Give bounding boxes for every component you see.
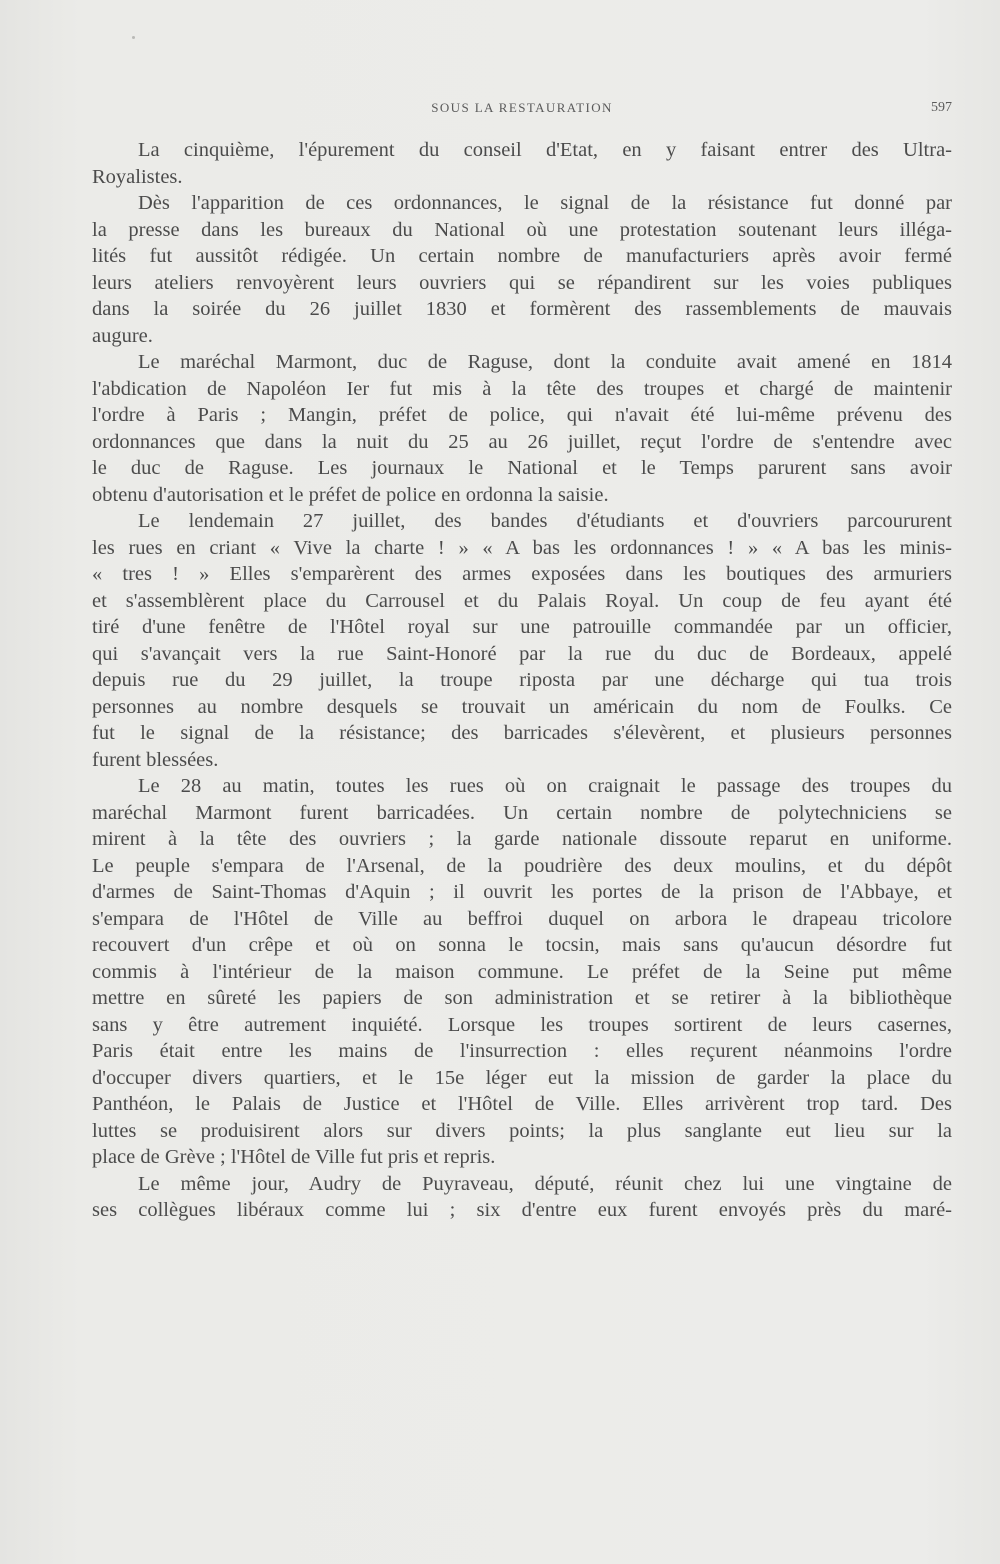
text-line: place de Grève ; l'Hôtel de Ville fut pris et repris. xyxy=(92,1146,496,1168)
text-line: personnes au nombre desquels se trouvait un américain du nom de Foulks. Ce xyxy=(92,695,952,718)
text-line: Le même jour, Audry de Puyraveau, député, réunit chez lui une vingtaine de xyxy=(138,1172,952,1195)
text-line: les rues en criant « Vive la charte ! » « A bas les ordonnances ! » « A bas les minis- xyxy=(92,536,952,559)
text-line: d'occuper divers quartiers, et le 15e léger eut la mission de garder la place du xyxy=(92,1066,952,1089)
text-line: maréchal Marmont furent barricadées. Un certain nombre de polytechniciens se xyxy=(92,801,952,824)
text-line: ordonnances que dans la nuit du 25 au 26 juillet, reçut l'ordre de s'entendre avec xyxy=(92,430,952,453)
text-line: la presse dans les bureaux du National où une protestation soutenant leurs illéga- xyxy=(92,218,952,241)
text-line: lités fut aussitôt rédigée. Un certain nombre de manufacturiers après avoir fermé xyxy=(92,245,952,267)
text-line: depuis rue du 29 juillet, la troupe riposta par une décharge qui tua trois xyxy=(92,669,952,691)
text-line: La cinquième, l'épurement du conseil d'Etat, en y faisant entrer des Ultra- xyxy=(138,139,952,161)
text-line: mirent à la tête des ouvriers ; la garde nationale dissoute reparut en uniforme. xyxy=(92,828,952,850)
text-line: Dès l'apparition de ces ordonnances, le signal de la résistance fut donné par xyxy=(138,192,952,214)
text-line: sans y être autrement inquiété. Lorsque les troupes sortirent de leurs casernes, xyxy=(92,1013,952,1036)
text-line: furent blessées. xyxy=(92,748,219,771)
text-line: « tres ! » Elles s'emparèrent des armes exposées dans les boutiques des armuriers xyxy=(92,563,952,585)
text-line: commis à l'intérieur de la maison commune. Le préfet de la Seine put même xyxy=(92,960,952,983)
text-line: Le 28 au matin, toutes les rues où on craignait le passage des troupes du xyxy=(138,775,952,797)
text-line: recouvert d'un crêpe et où on sonna le tocsin, mais sans qu'aucun désordre fut xyxy=(92,934,952,956)
text-line: Royalistes. xyxy=(92,165,183,188)
text-line: Le maréchal Marmont, duc de Raguse, dont la conduite avait amené en 1814 xyxy=(138,351,952,373)
text-line: d'armes de Saint-Thomas d'Aquin ; il ouvrit les portes de la prison de l'Abbaye, et xyxy=(92,881,952,903)
text-line: leurs ateliers renvoyèrent leurs ouvriers qui se répandirent sur les voies publiques xyxy=(92,271,952,294)
text-line: et s'assemblèrent place du Carrousel et du Palais Royal. Un coup de feu ayant été xyxy=(92,589,952,612)
text-line: dans la soirée du 26 juillet 1830 et formèrent des rassemblements de mauvais xyxy=(92,298,952,320)
text-line: fut le signal de la résistance; des barricades s'élevèrent, et plusieurs personnes xyxy=(92,722,952,744)
text-line: augure. xyxy=(92,324,153,347)
paper-speck xyxy=(132,36,135,39)
text-line: luttes se produisirent alors sur divers points; la plus sanglante eut lieu sur la xyxy=(92,1119,952,1142)
page-number: 597 xyxy=(931,100,952,115)
text-line: tiré d'une fenêtre de l'Hôtel royal sur une patrouille commandée par un officier, xyxy=(92,616,952,638)
running-head: SOUS LA RESTAURATION xyxy=(431,100,613,115)
text-line: ses collègues libéraux comme lui ; six d'entre eux furent envoyés près du maré- xyxy=(92,1199,952,1221)
text-line: Le lendemain 27 juillet, des bandes d'étudiants et d'ouvriers parcoururent xyxy=(138,510,952,532)
body-text xyxy=(92,137,952,1224)
text-line: le duc de Raguse. Les journaux le National et le Temps parurent sans avoir xyxy=(92,457,952,479)
text-line: s'empara de l'Hôtel de Ville au beffroi duquel on arbora le drapeau tricolore xyxy=(92,907,952,930)
text-line: l'abdication de Napoléon Ier fut mis à la tête des troupes et chargé de maintenir xyxy=(92,377,952,400)
text-line: Paris était entre les mains de l'insurrection : elles reçurent néanmoins l'ordre xyxy=(92,1040,952,1062)
text-line: Le peuple s'empara de l'Arsenal, de la poudrière des deux moulins, et du dépôt xyxy=(92,854,952,877)
text-line: Panthéon, le Palais de Justice et l'Hôtel de Ville. Elles arrivèrent trop tard. Des xyxy=(92,1093,952,1115)
page-header xyxy=(92,100,952,122)
text-line: qui s'avançait vers la rue Saint-Honoré par la rue du duc de Bordeaux, appelé xyxy=(92,642,952,665)
text-line: obtenu d'autorisation et le préfet de police en ordonna la saisie. xyxy=(92,483,609,506)
text-line: mettre en sûreté les papiers de son administration et se retirer à la bibliothèque xyxy=(92,987,952,1009)
text-line: l'ordre à Paris ; Mangin, préfet de police, qui n'avait été lui-même prévenu des xyxy=(92,404,952,426)
